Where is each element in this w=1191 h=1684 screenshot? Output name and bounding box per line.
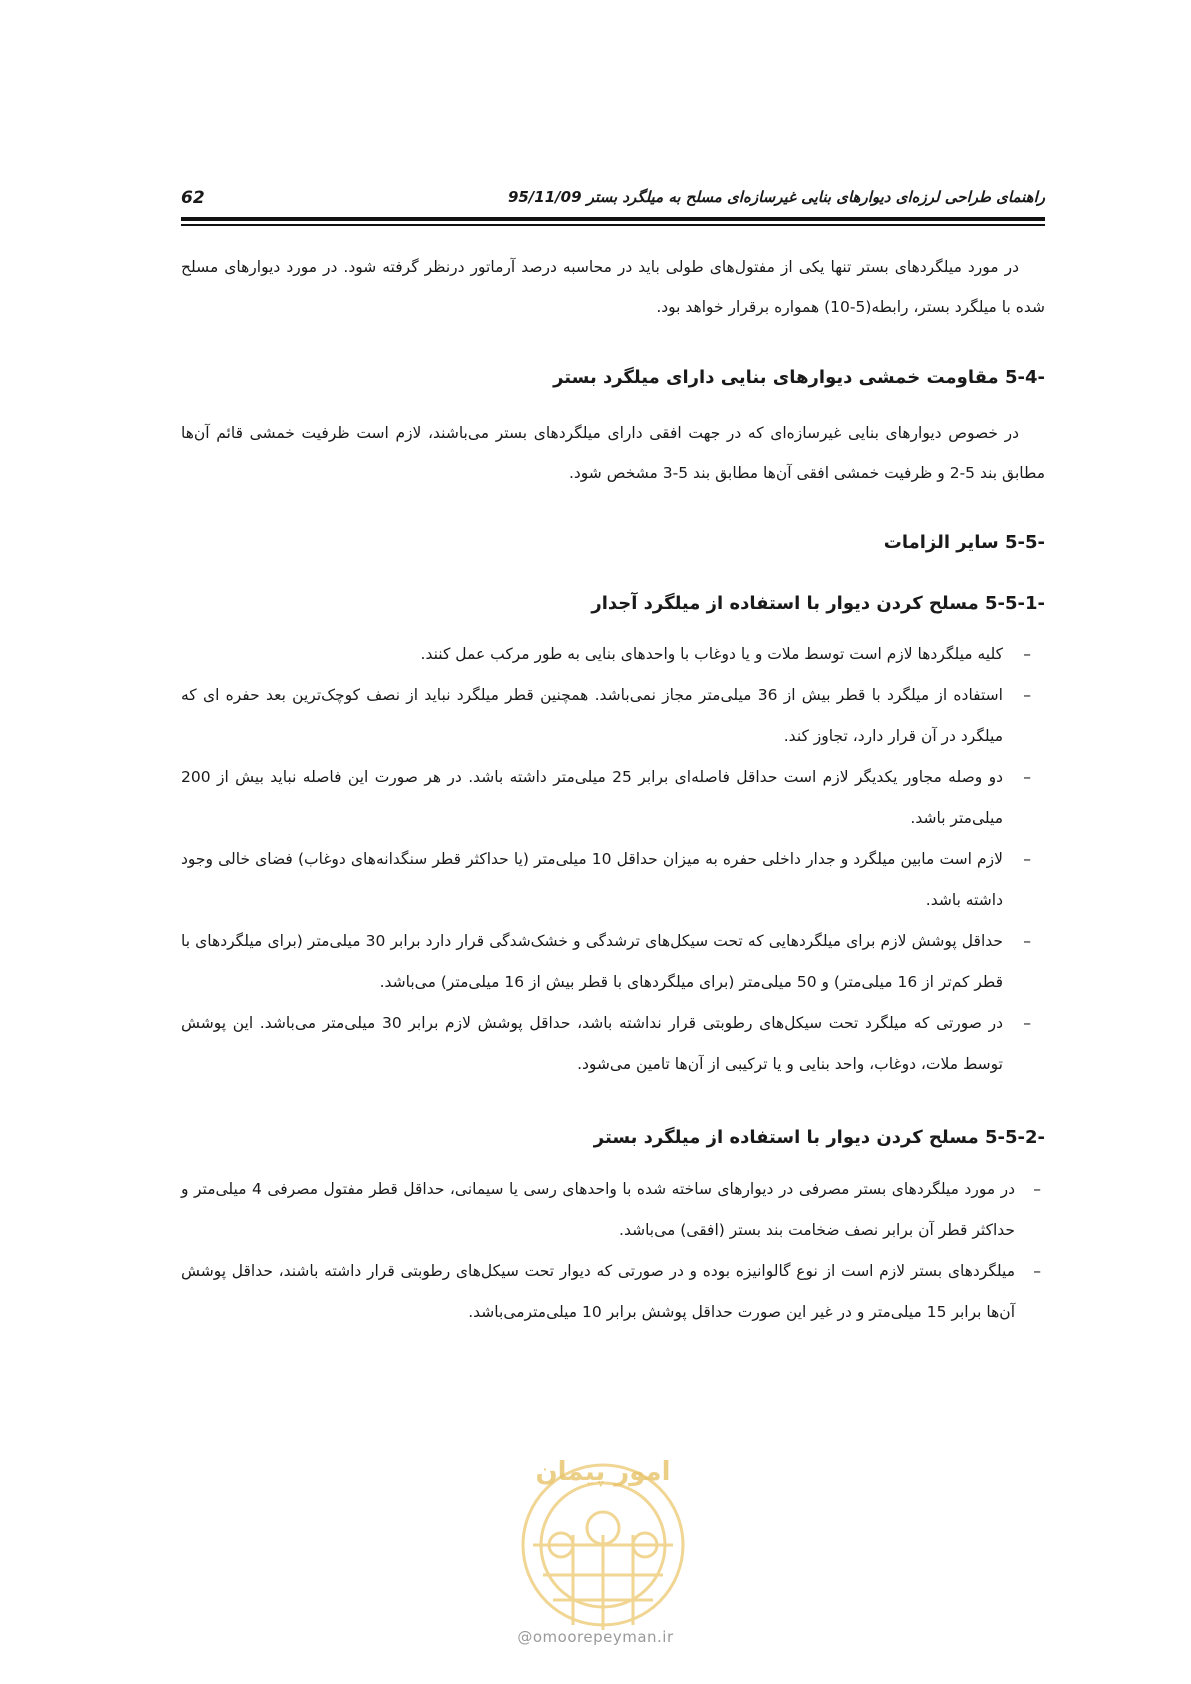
list-dash: –: [1023, 1014, 1031, 1032]
section-5-5-2-list-wrap: [181, 1169, 1045, 1333]
list-item: [181, 921, 1045, 1003]
section-5-5-heading: [181, 527, 1045, 559]
section-5-5-1-list: [181, 634, 1045, 1085]
list-item-text: کلیه میلگردها لازم است توسط ملات و یا دوغاب با واحدهای بنایی به طور مرکب عمل کنند.: [420, 645, 1003, 663]
section-5-4-title: مقاومت خمشی دیوارهای بنایی دارای میلگرد بستر: [553, 367, 999, 388]
section-5-5-2-heading: [181, 1122, 1045, 1154]
list-item: [181, 634, 1045, 675]
section-5-5-1-list-wrap: [181, 634, 1045, 1085]
list-item-text: لازم است مابین میلگرد و جدار داخلی حفره به میزان حداقل 10 میلی‌متر (یا حداکثر قطر سنگدانه‌های دوغاب) فضای خالی وجود داشته باشد.: [181, 850, 1003, 909]
list-item: [181, 839, 1045, 921]
header-title: راهنمای طراحی لرزه‌ای دیوارهای بنایی غیرسازه‌ای مسلح به میلگرد بستر: [586, 188, 1045, 206]
list-dash: –: [1033, 1262, 1041, 1280]
section-5-5-2-list: [181, 1169, 1045, 1333]
section-5-5-2-title: مسلح کردن دیوار با استفاده از میلگرد بستر: [593, 1127, 979, 1148]
list-dash: –: [1023, 686, 1031, 704]
header-date: 95/11/09: [507, 188, 582, 206]
intro-paragraph: در مورد میلگردهای بستر تنها یکی از مفتول‌های طولی باید در محاسبه درصد آرماتور درنظر گرفته شود. در مورد دیوارهای مسلح شده با میلگرد بستر، رابطه(5-10) همواره برقرار خواهد بود.: [181, 258, 1045, 316]
section-5-5-1-heading: [181, 588, 1045, 620]
section-5-4-paragraph: در خصوص دیوارهای بنایی غیرسازه‌ای که در جهت افقی دارای میلگردهای بستر می‌باشند، لازم است ظرفیت خمشی قائم آن‌ها مطابق بند 5-2 و ظرفیت خمشی افقی آن‌ها مطابق بند 5-3 مشخص شود.: [181, 424, 1045, 482]
list-item-text: دو وصله مجاور یکدیگر لازم است حداقل فاصله‌ای برابر 25 میلی‌متر داشته باشد. در هر صورت این فاصله نباید بیش از 200 میلی‌متر باشد.: [181, 768, 1003, 827]
page-number: 62: [181, 188, 205, 208]
running-header: [181, 188, 1045, 212]
list-item-text: حداقل پوشش لازم برای میلگردهایی که تحت سیکل‌های ترشدگی و خشک‌شدگی قرار دارد برابر 30 میلی‌متر (برای میلگردهای با قطر کم‌تر از 16 میلی‌متر) و 50 میلی‌متر (برای میلگردهای با قطر بیش از 16 میلی‌متر) می‌باشد.: [181, 932, 1003, 991]
section-5-5-number: 5-5-: [1005, 532, 1045, 553]
section-5-5-title: سایر الزامات: [883, 532, 999, 553]
list-dash: –: [1023, 645, 1031, 663]
header-title-line: [498, 188, 1045, 206]
section-5-4-number: 5-4-: [1005, 367, 1045, 388]
list-item-text: در مورد میلگردهای بستر مصرفی در دیوارهای ساخته شده با واحدهای رسی یا سیمانی، حداقل قطر مفتول مصرفی 4 میلی‌متر و حداکثر قطر آن برابر نصف ضخامت بند بستر (افقی) می‌باشد.: [181, 1180, 1015, 1239]
list-item-text: میلگردهای بستر لازم است از نوع گالوانیزه بوده و در صورتی که دیوار تحت سیکل‌های رطوبتی قرار داشته باشند، حداقل پوشش آن‌ها برابر 15 میلی‌متر و در غیر این صورت حداقل پوشش برابر 10 میلی‌مترمی‌باشد.: [181, 1262, 1015, 1321]
list-dash: –: [1033, 1180, 1041, 1198]
list-dash: –: [1023, 850, 1031, 868]
list-item: [181, 675, 1045, 757]
watermark-url: @omoorepeyman.ir: [517, 1628, 674, 1646]
list-item: [181, 1003, 1045, 1085]
list-dash: –: [1023, 932, 1031, 950]
list-item-text: در صورتی که میلگرد تحت سیکل‌های رطوبتی قرار نداشته باشد، حداقل پوشش لازم برابر 30 میلی‌متر می‌باشد. این پوشش توسط ملات، دوغاب، واحد بنایی و یا ترکیبی از آن‌ها تامین می‌شود.: [181, 1014, 1003, 1073]
section-5-5-2-number: 5-5-2-: [985, 1127, 1045, 1148]
header-rule-thick: [181, 217, 1045, 221]
list-item-text: استفاده از میلگرد با قطر بیش از 36 میلی‌متر مجاز نمی‌باشد. همچنین قطر میلگرد نباید از نصف کوچک‌ترین بعد حفره ای که میلگرد در آن قرار دارد، تجاوز کند.: [181, 686, 1003, 745]
section-5-5-1-title: مسلح کردن دیوار با استفاده از میلگرد آجدار: [591, 593, 979, 614]
watermark-logo-text: امور پیمان: [535, 1457, 671, 1487]
header-rule-thin: [181, 224, 1045, 226]
list-item: [181, 757, 1045, 839]
list-item: [181, 1169, 1045, 1251]
section-5-4-heading: [181, 362, 1045, 394]
watermark-logo: [493, 1440, 713, 1640]
list-item: [181, 1251, 1045, 1333]
section-5-5-1-number: 5-5-1-: [985, 593, 1045, 614]
list-dash: –: [1023, 768, 1031, 786]
